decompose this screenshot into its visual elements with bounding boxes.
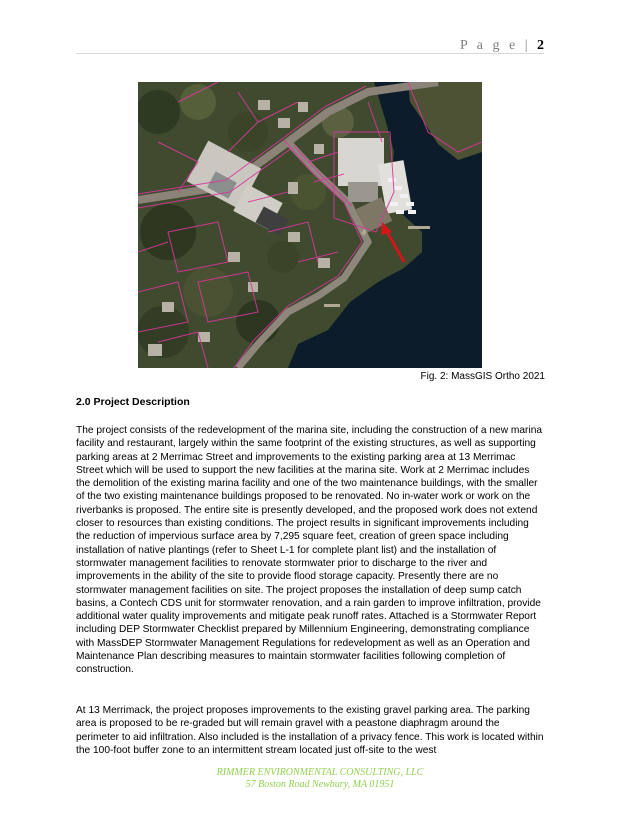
footer-address: 57 Boston Road Newbury, MA 01951 [245,779,395,790]
paragraph-project-description: The project consists of the redevelopment of the marina site, including the construction of a new marina facility and restaurant, largely within the same footprint of the existing structures, as well as supporting parking areas at 2 Merrimac Street and improvements to the existing parking area at 13 Merrimac Street which will be used to support the new facilities at the marina site. Work at 2 Merrimac includes the demolition of the existing marina facility and one of the two maintenance buildings, with the smaller of the two existing maintenance buildings proposed to be renovated. No in-water work or work on the riverbanks is proposed. The entire site is presently developed, and the proposed work does not extend closer to resources than existing conditions. The project results in significant improvements including the reduction of impervious surface area by 7,295 square feet, creation of green space including installation of native plantings (refer to Sheet L-1 for complete plant list) and the installation of stormwater management facilities to renovate stormwater prior to discharge to the river and improvements in the ability of the site to provide flood storage capacity. Presently there are no stormwater management facilities on site. The project proposes the installation of deep sump catch basins, a Contech CDS unit for stormwater renovation, and a rain garden to improve infiltration, provide additional water quality improvements and mitigate peak runoff rates. Attached is a Stormwater Report including DEP Stormwater Checklist prepared by Millennium Engineering, demonstrating compliance with MassDEP Stormwater Management Regulations for redevelopment as well as an Operation and Maintenance Plan describing measures to maintain stormwater facilities following completion of construction. [76,425,543,676]
page-label: P a g e | [460,38,531,53]
page-footer [0,767,640,791]
section-title: 2.0 Project Description [76,396,190,408]
footer-company: RIMMER ENVIRONMENTAL CONSULTING, LLC [216,767,424,778]
figure-caption: Fig. 2: MassGIS Ortho 2021 [420,371,545,382]
aerial-photo [138,82,482,368]
aerial-photo-graphic [138,82,482,368]
header-rule [76,53,544,54]
paragraph-13-merrimack: At 13 Merrimack, the project proposes improvements to the existing gravel parking area. The parking area is proposed to be re-graded but will remain gravel with a peastone diaphragm around the perimeter to aid infiltration. Also included is the installation of a privacy fence. This work is located within the 100-foot buffer zone to an intermittent stream located just off-site to the west [76,705,544,756]
page-header [460,38,544,54]
page-number: 2 [537,38,544,53]
